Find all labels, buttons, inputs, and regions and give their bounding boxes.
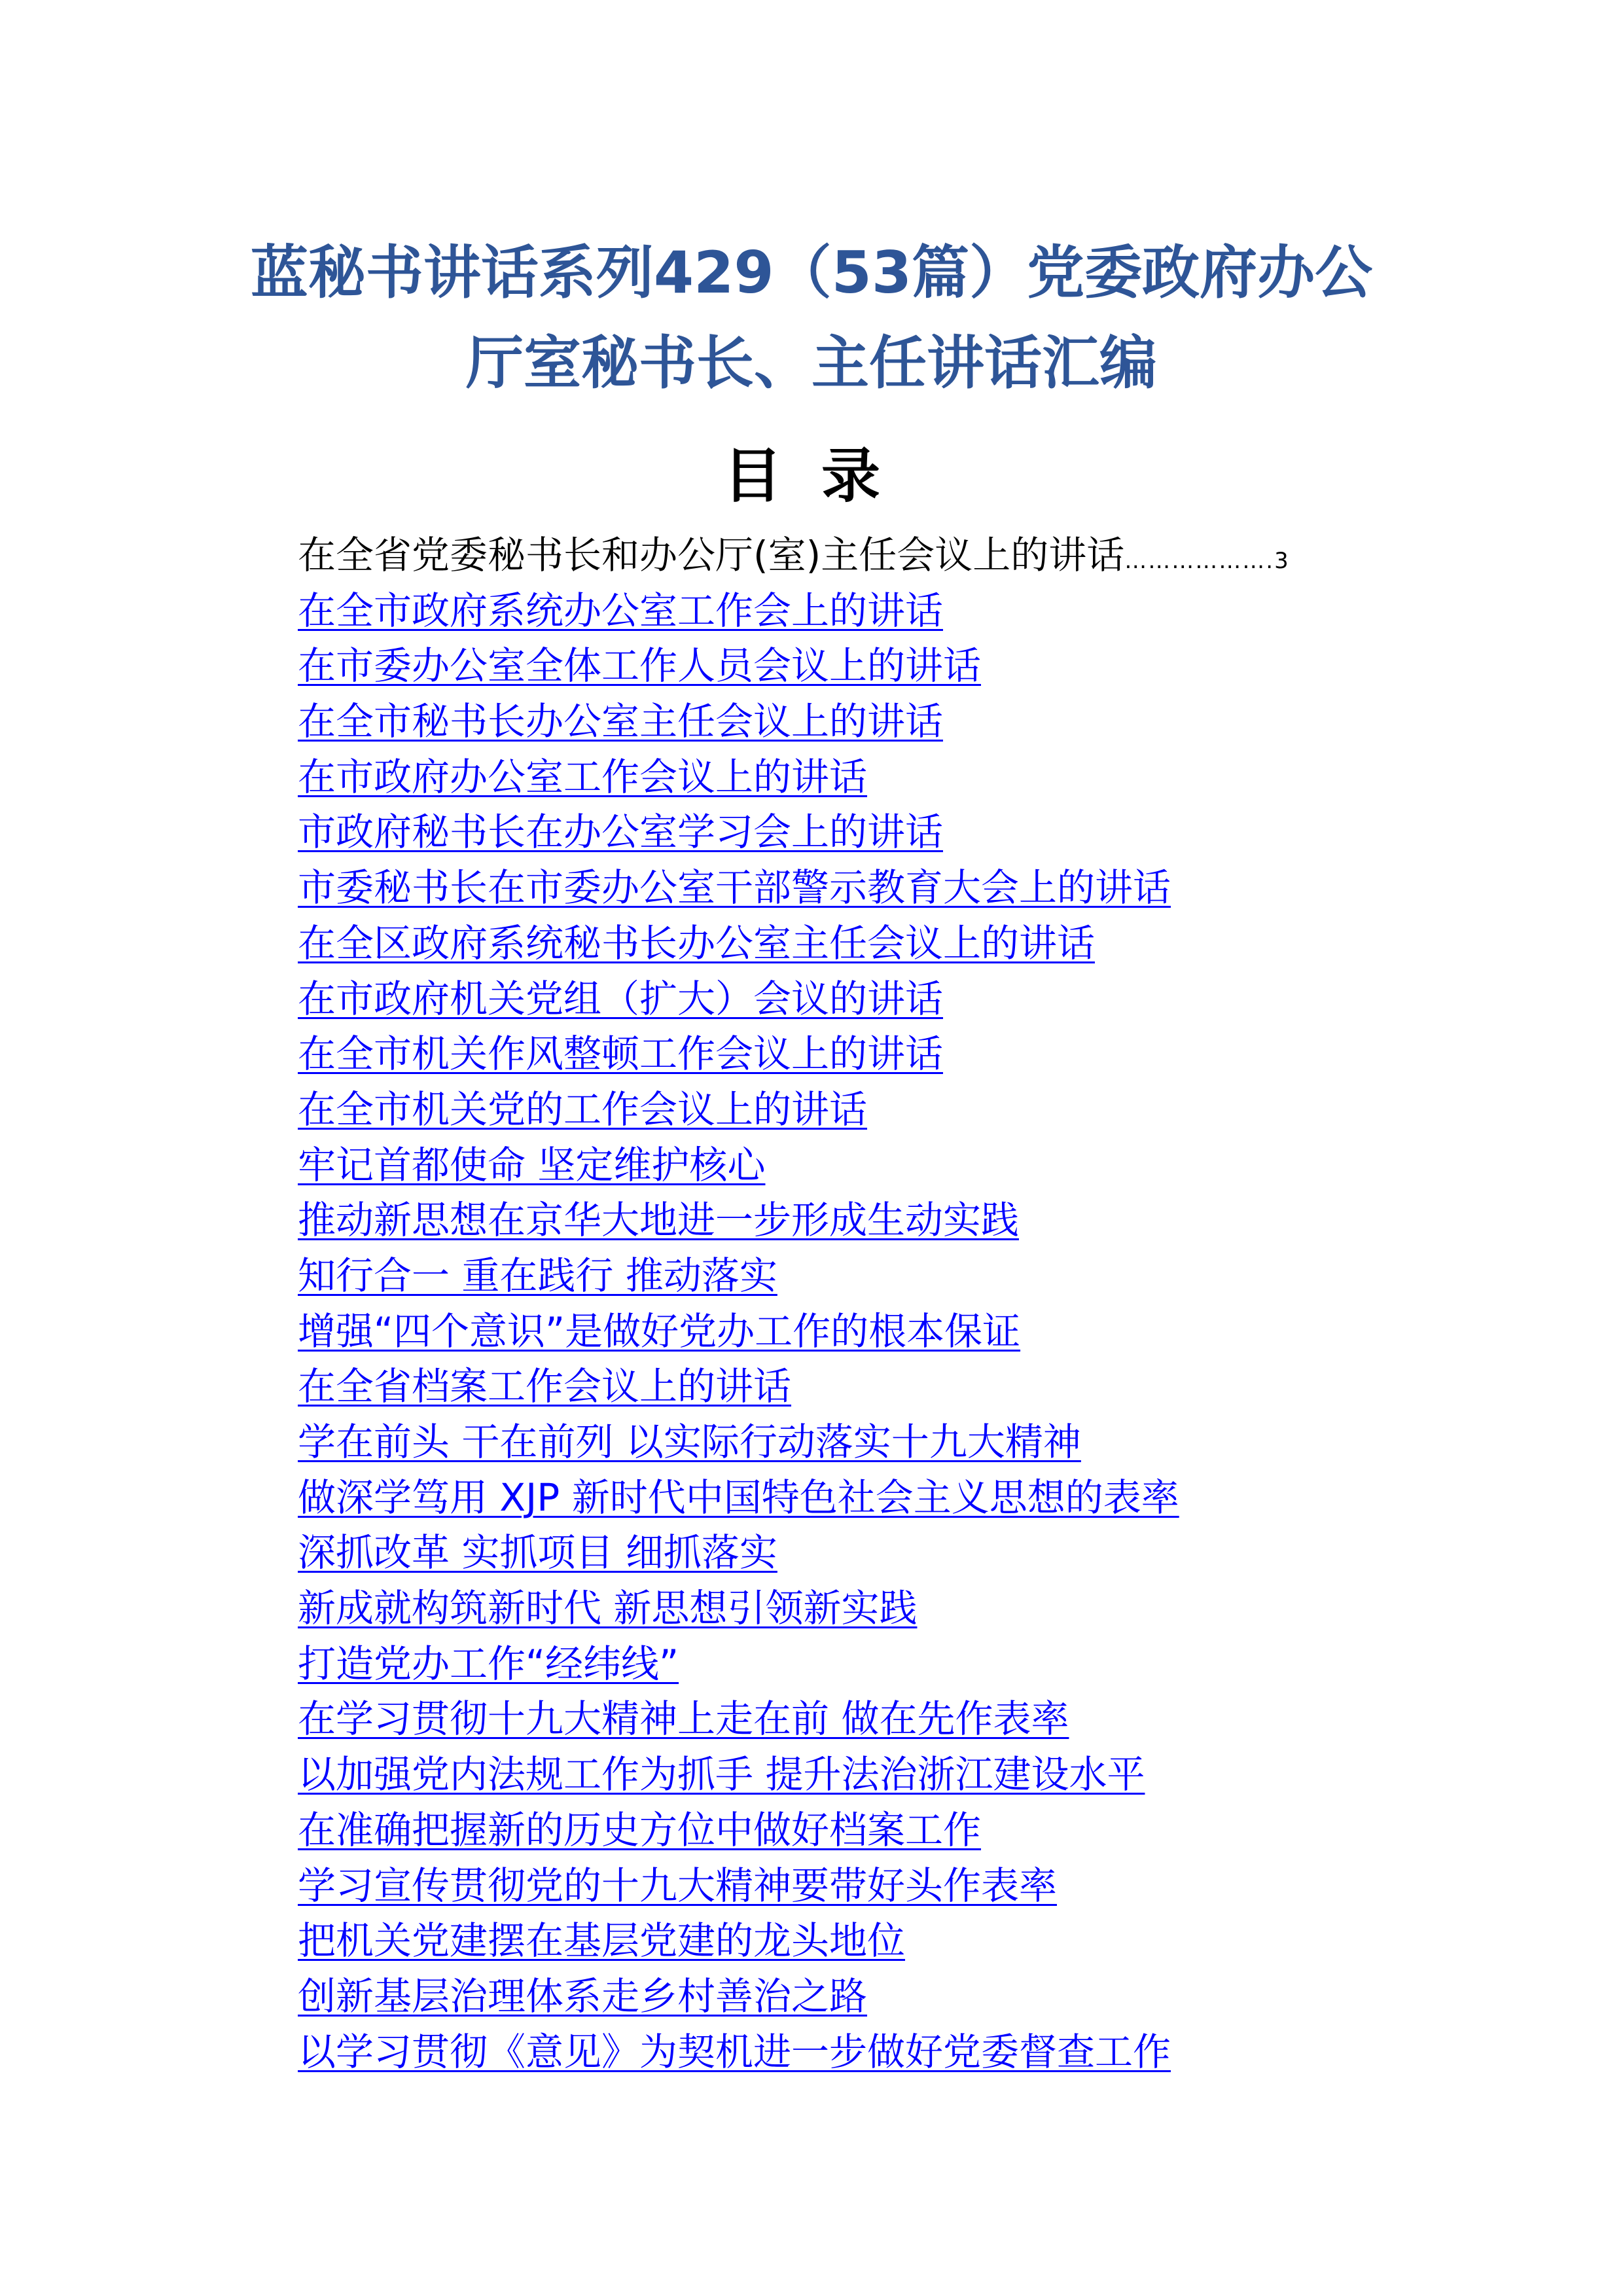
toc-entry-first: [298, 528, 1541, 583]
toc-entry: [298, 1803, 1541, 1858]
toc-entry: [298, 1082, 1541, 1138]
toc-entry: [298, 1858, 1541, 1914]
toc-entry: [298, 638, 1541, 694]
toc-entry: [298, 860, 1541, 916]
toc-entry: [298, 1359, 1541, 1414]
toc-entry: [298, 971, 1541, 1027]
toc-link[interactable]: 在全省档案工作会议上的讲话: [298, 1364, 792, 1409]
toc-link[interactable]: 把机关党建摆在基层党建的龙头地位: [298, 1918, 906, 1964]
toc-link[interactable]: 以学习贯彻《意见》为契机进一步做好党委督查工作: [298, 2029, 1171, 2074]
toc-link[interactable]: 市委秘书长在市委办公室干部警示教育大会上的讲话: [298, 865, 1171, 910]
toc-entry: [298, 2024, 1541, 2080]
toc-entry: [298, 1414, 1541, 1470]
toc-link[interactable]: 在全区政府系统秘书长办公室主任会议上的讲话: [298, 920, 1096, 965]
toc-link[interactable]: 在准确把握新的历史方位中做好档案工作: [298, 1807, 982, 1852]
toc-link[interactable]: 在全市秘书长办公室主任会议上的讲话: [298, 699, 944, 744]
toc-entry: [298, 1026, 1541, 1082]
document-title-line-2: 厅室秘书长、主任讲话汇编: [465, 329, 1157, 397]
toc-link[interactable]: 做深学笃用 XJP 新时代中国特色社会主义思想的表率: [298, 1475, 1179, 1520]
toc-entry: [298, 1636, 1541, 1692]
toc-link[interactable]: 以加强党内法规工作为抓手 提升法治浙江建设水平: [298, 1752, 1145, 1797]
document-title-line-1: 蓝秘书讲话系列429（53篇）党委政府办公: [250, 239, 1373, 306]
toc-leader-dots: ……………….: [1124, 548, 1275, 574]
toc-entry: [298, 694, 1541, 749]
toc-link[interactable]: 新成就构筑新时代 新思想引领新实践: [298, 1586, 918, 1631]
toc-entry: [298, 1525, 1541, 1581]
toc-entry: [298, 1248, 1541, 1304]
toc-entry: [298, 1969, 1541, 2024]
toc-link[interactable]: 增强“四个意识”是做好党办工作的根本保证: [298, 1308, 1021, 1354]
toc-link[interactable]: 在市政府机关党组（扩大）会议的讲话: [298, 976, 944, 1021]
toc-link[interactable]: 市政府秘书长在办公室学习会上的讲话: [298, 810, 944, 855]
toc-link[interactable]: 学在前头 干在前列 以实际行动落实十九大精神: [298, 1420, 1081, 1464]
toc-entry: [298, 1193, 1541, 1248]
toc-link[interactable]: 知行合一 重在践行 推动落实: [298, 1253, 777, 1298]
toc-entry: [298, 916, 1541, 971]
toc-link[interactable]: 在市委办公室全体工作人员会议上的讲话: [298, 643, 982, 689]
toc-link[interactable]: 在全市政府系统办公室工作会上的讲话: [298, 588, 944, 633]
toc-entry: [298, 1747, 1541, 1803]
toc-link[interactable]: 在市政府办公室工作会议上的讲话: [298, 754, 868, 799]
toc-link[interactable]: 牢记首都使命 坚定维护核心: [298, 1142, 766, 1187]
toc-entry: [298, 1470, 1541, 1526]
toc-page-number: 3: [1274, 548, 1290, 574]
toc-link[interactable]: 推动新思想在京华大地进一步形成生动实践: [298, 1198, 1020, 1243]
toc-list: [298, 528, 1541, 2079]
toc-link[interactable]: 深抓改革 实抓项目 细抓落实: [298, 1530, 777, 1575]
toc-entry-label: 在全省党委秘书长和办公厅(室)主任会议上的讲话: [298, 533, 1125, 577]
toc-link[interactable]: 学习宣传贯彻党的十九大精神要带好头作表率: [298, 1863, 1058, 1908]
toc-entry: [298, 1581, 1541, 1636]
toc-entry: [298, 583, 1541, 639]
toc-link[interactable]: 打造党办工作“经纬线”: [298, 1641, 679, 1686]
toc-heading: 目录: [723, 442, 919, 511]
toc-link[interactable]: 在学习贯彻十九大精神上走在前 做在先作表率: [298, 1696, 1069, 1742]
toc-entry: [298, 1304, 1541, 1359]
toc-link[interactable]: 在全市机关党的工作会议上的讲话: [298, 1086, 868, 1132]
toc-entry: [298, 1138, 1541, 1193]
toc-link[interactable]: 在全市机关作风整顿工作会议上的讲话: [298, 1031, 944, 1077]
toc-entry: [298, 749, 1541, 805]
toc-link[interactable]: 创新基层治理体系走乡村善治之路: [298, 1973, 868, 2018]
toc-entry: [298, 1691, 1541, 1747]
toc-entry: [298, 1913, 1541, 1969]
toc-entry: [298, 804, 1541, 860]
